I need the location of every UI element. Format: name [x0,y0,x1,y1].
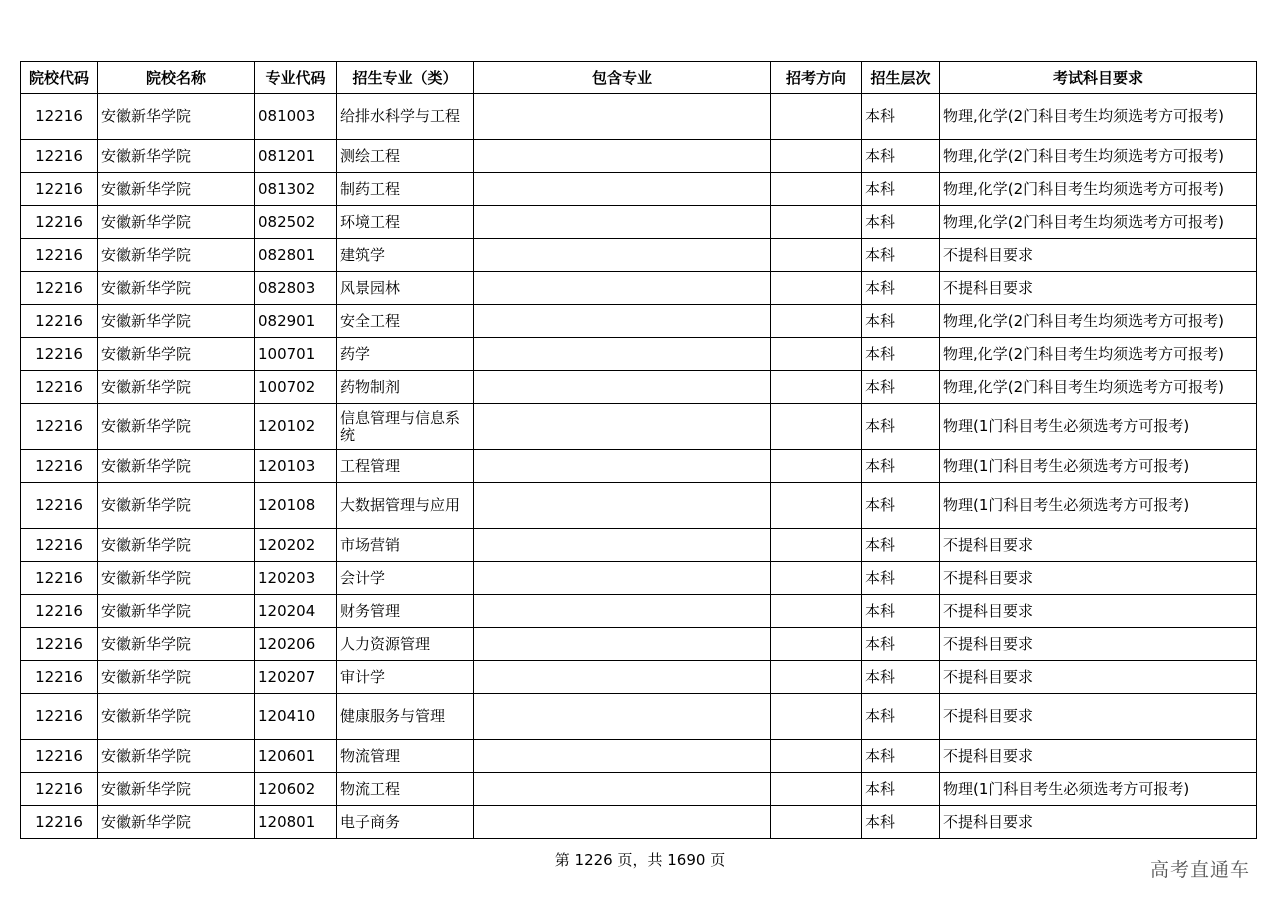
cell-school-code: 12216 [21,562,98,595]
cell-major-code: 082801 [255,239,337,272]
table-header-row [21,62,1257,94]
header-major: 招生专业（类） [337,62,474,94]
cell-major: 环境工程 [337,206,474,239]
table-row [21,404,1257,450]
cell-subject-requirement: 物理,化学(2门科目考生均须选考方可报考) [940,206,1257,239]
cell-school-name: 安徽新华学院 [98,338,255,371]
cell-major-code: 120801 [255,806,337,839]
cell-major-code: 120206 [255,628,337,661]
cell-direction [771,529,862,562]
cell-direction [771,371,862,404]
cell-subject-requirement: 物理(1门科目考生必须选考方可报考) [940,450,1257,483]
cell-included-majors [474,272,771,305]
cell-school-code: 12216 [21,404,98,450]
cell-subject-requirement: 不提科目要求 [940,694,1257,740]
header-school-code: 院校代码 [21,62,98,94]
cell-included-majors [474,806,771,839]
cell-direction [771,740,862,773]
table-row [21,661,1257,694]
cell-level: 本科 [862,450,940,483]
cell-major: 电子商务 [337,806,474,839]
cell-major: 健康服务与管理 [337,694,474,740]
table-row [21,450,1257,483]
cell-school-name: 安徽新华学院 [98,94,255,140]
cell-school-code: 12216 [21,628,98,661]
cell-major: 财务管理 [337,595,474,628]
cell-major: 药物制剂 [337,371,474,404]
cell-school-code: 12216 [21,305,98,338]
cell-major: 安全工程 [337,305,474,338]
cell-direction [771,773,862,806]
cell-included-majors [474,694,771,740]
cell-direction [771,94,862,140]
cell-school-code: 12216 [21,806,98,839]
watermark: 高考直通车 [1149,859,1250,881]
cell-school-code: 12216 [21,371,98,404]
cell-major: 会计学 [337,562,474,595]
cell-major-code: 120103 [255,450,337,483]
cell-major: 测绘工程 [337,140,474,173]
cell-major-code: 082901 [255,305,337,338]
cell-major: 信息管理与信息系统 [337,404,474,450]
cell-school-code: 12216 [21,94,98,140]
cell-major-code: 081302 [255,173,337,206]
cell-major-code: 100701 [255,338,337,371]
cell-major: 建筑学 [337,239,474,272]
cell-direction [771,483,862,529]
cell-major: 物流管理 [337,740,474,773]
cell-level: 本科 [862,661,940,694]
cell-included-majors [474,483,771,529]
cell-school-name: 安徽新华学院 [98,694,255,740]
cell-school-code: 12216 [21,529,98,562]
cell-subject-requirement: 不提科目要求 [940,628,1257,661]
page-number: 第 1226 页，共 1690 页 [554,851,726,869]
table-row [21,562,1257,595]
cell-level: 本科 [862,206,940,239]
table-row [21,694,1257,740]
cell-subject-requirement: 物理(1门科目考生必须选考方可报考) [940,773,1257,806]
cell-school-name: 安徽新华学院 [98,483,255,529]
cell-school-code: 12216 [21,694,98,740]
cell-major-code: 120202 [255,529,337,562]
header-direction: 招考方向 [771,62,862,94]
cell-school-name: 安徽新华学院 [98,371,255,404]
cell-direction [771,206,862,239]
cell-school-name: 安徽新华学院 [98,661,255,694]
cell-major: 物流工程 [337,773,474,806]
cell-subject-requirement: 不提科目要求 [940,661,1257,694]
table-row [21,206,1257,239]
cell-school-name: 安徽新华学院 [98,239,255,272]
cell-school-name: 安徽新华学院 [98,740,255,773]
cell-major-code: 120108 [255,483,337,529]
cell-major: 审计学 [337,661,474,694]
table-row [21,94,1257,140]
cell-school-name: 安徽新华学院 [98,529,255,562]
cell-school-code: 12216 [21,239,98,272]
cell-major-code: 100702 [255,371,337,404]
cell-included-majors [474,529,771,562]
cell-subject-requirement: 不提科目要求 [940,806,1257,839]
cell-included-majors [474,661,771,694]
cell-direction [771,338,862,371]
cell-school-name: 安徽新华学院 [98,272,255,305]
header-subject-requirement: 考试科目要求 [940,62,1257,94]
table-row [21,371,1257,404]
cell-included-majors [474,740,771,773]
table-row [21,595,1257,628]
cell-school-name: 安徽新华学院 [98,450,255,483]
cell-level: 本科 [862,529,940,562]
cell-level: 本科 [862,773,940,806]
cell-subject-requirement: 物理,化学(2门科目考生均须选考方可报考) [940,173,1257,206]
table-row [21,338,1257,371]
cell-level: 本科 [862,305,940,338]
cell-included-majors [474,628,771,661]
cell-school-code: 12216 [21,661,98,694]
cell-school-name: 安徽新华学院 [98,173,255,206]
cell-subject-requirement: 不提科目要求 [940,740,1257,773]
cell-subject-requirement: 不提科目要求 [940,529,1257,562]
cell-direction [771,628,862,661]
cell-level: 本科 [862,595,940,628]
table-row [21,272,1257,305]
cell-school-code: 12216 [21,173,98,206]
cell-subject-requirement: 物理,化学(2门科目考生均须选考方可报考) [940,94,1257,140]
table-row [21,173,1257,206]
cell-included-majors [474,206,771,239]
cell-included-majors [474,562,771,595]
cell-school-code: 12216 [21,140,98,173]
cell-major: 工程管理 [337,450,474,483]
cell-direction [771,272,862,305]
cell-included-majors [474,450,771,483]
cell-included-majors [474,140,771,173]
cell-included-majors [474,173,771,206]
cell-included-majors [474,94,771,140]
cell-subject-requirement: 不提科目要求 [940,562,1257,595]
cell-school-name: 安徽新华学院 [98,806,255,839]
cell-major: 人力资源管理 [337,628,474,661]
cell-direction [771,450,862,483]
cell-major-code: 120410 [255,694,337,740]
cell-subject-requirement: 物理,化学(2门科目考生均须选考方可报考) [940,338,1257,371]
header-level: 招生层次 [862,62,940,94]
cell-level: 本科 [862,239,940,272]
cell-school-code: 12216 [21,773,98,806]
cell-major-code: 120102 [255,404,337,450]
header-included-majors: 包含专业 [474,62,771,94]
table-row [21,773,1257,806]
table-row [21,483,1257,529]
cell-direction [771,404,862,450]
cell-school-name: 安徽新华学院 [98,773,255,806]
table-row [21,529,1257,562]
cell-included-majors [474,305,771,338]
cell-level: 本科 [862,740,940,773]
cell-level: 本科 [862,94,940,140]
cell-direction [771,694,862,740]
cell-direction [771,173,862,206]
cell-direction [771,239,862,272]
cell-direction [771,305,862,338]
cell-major: 药学 [337,338,474,371]
header-major-code: 专业代码 [255,62,337,94]
table-row [21,305,1257,338]
cell-direction [771,140,862,173]
cell-major-code: 120601 [255,740,337,773]
cell-major: 大数据管理与应用 [337,483,474,529]
cell-subject-requirement: 不提科目要求 [940,595,1257,628]
cell-included-majors [474,595,771,628]
cell-level: 本科 [862,806,940,839]
table-row [21,806,1257,839]
cell-direction [771,806,862,839]
cell-included-majors [474,338,771,371]
cell-school-code: 12216 [21,338,98,371]
cell-school-name: 安徽新华学院 [98,628,255,661]
cell-level: 本科 [862,483,940,529]
cell-major-code: 082803 [255,272,337,305]
cell-major-code: 082502 [255,206,337,239]
cell-included-majors [474,773,771,806]
cell-subject-requirement: 物理,化学(2门科目考生均须选考方可报考) [940,371,1257,404]
cell-subject-requirement: 物理(1门科目考生必须选考方可报考) [940,404,1257,450]
cell-level: 本科 [862,173,940,206]
cell-level: 本科 [862,140,940,173]
cell-school-code: 12216 [21,206,98,239]
cell-level: 本科 [862,272,940,305]
cell-school-name: 安徽新华学院 [98,595,255,628]
cell-major-code: 120204 [255,595,337,628]
cell-school-code: 12216 [21,450,98,483]
cell-school-code: 12216 [21,272,98,305]
cell-school-code: 12216 [21,483,98,529]
cell-school-name: 安徽新华学院 [98,305,255,338]
cell-level: 本科 [862,694,940,740]
cell-included-majors [474,404,771,450]
cell-major: 市场营销 [337,529,474,562]
cell-subject-requirement: 物理,化学(2门科目考生均须选考方可报考) [940,305,1257,338]
cell-level: 本科 [862,371,940,404]
cell-direction [771,562,862,595]
cell-level: 本科 [862,404,940,450]
cell-direction [771,595,862,628]
table-row [21,239,1257,272]
table-row [21,740,1257,773]
cell-subject-requirement: 物理(1门科目考生必须选考方可报考) [940,483,1257,529]
cell-major: 制药工程 [337,173,474,206]
cell-major-code: 120203 [255,562,337,595]
cell-level: 本科 [862,562,940,595]
table-body [21,94,1257,839]
cell-school-name: 安徽新华学院 [98,404,255,450]
cell-school-name: 安徽新华学院 [98,206,255,239]
cell-subject-requirement: 不提科目要求 [940,239,1257,272]
header-school-name: 院校名称 [98,62,255,94]
cell-direction [771,661,862,694]
cell-school-code: 12216 [21,595,98,628]
enrollment-table [20,61,1257,839]
cell-level: 本科 [862,628,940,661]
table-row [21,628,1257,661]
cell-included-majors [474,371,771,404]
table-row [21,140,1257,173]
cell-school-name: 安徽新华学院 [98,562,255,595]
cell-level: 本科 [862,338,940,371]
cell-school-code: 12216 [21,740,98,773]
cell-subject-requirement: 不提科目要求 [940,272,1257,305]
cell-major: 给排水科学与工程 [337,94,474,140]
cell-major-code: 081003 [255,94,337,140]
cell-major-code: 081201 [255,140,337,173]
cell-major: 风景园林 [337,272,474,305]
cell-school-name: 安徽新华学院 [98,140,255,173]
cell-included-majors [474,239,771,272]
cell-subject-requirement: 物理,化学(2门科目考生均须选考方可报考) [940,140,1257,173]
cell-major-code: 120602 [255,773,337,806]
cell-major-code: 120207 [255,661,337,694]
